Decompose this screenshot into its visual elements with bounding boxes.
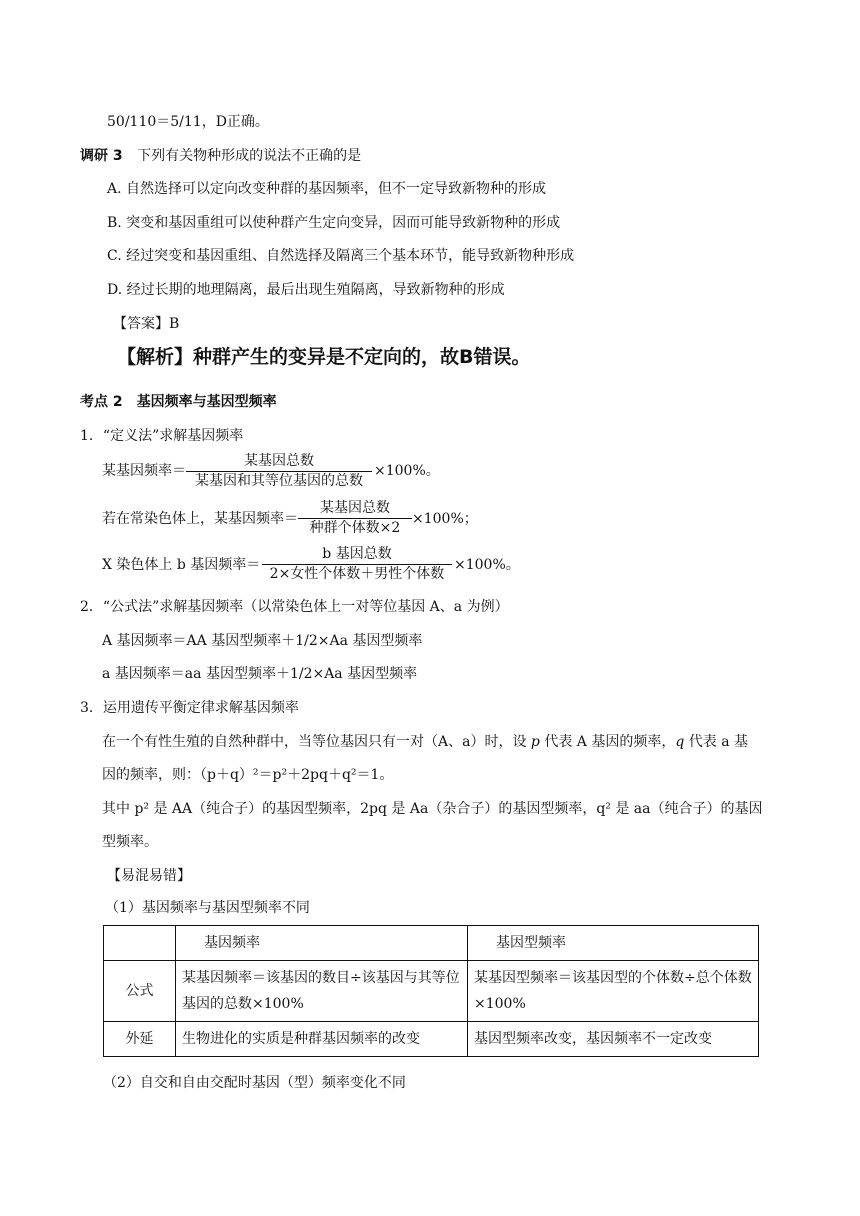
text-line: 50/110＝5/11，D正确。 [107,114,269,130]
formula-2-denominator: 种群个体数×2 [309,520,401,536]
paragraph-line: 型频率。 [102,834,158,850]
subheading-2: （2）自交和自由交配时基因（型）频率变化不同 [103,1075,406,1091]
table-header-row [104,926,759,961]
formula-1-suffix: ×100%。 [374,463,440,479]
formula-3-numerator: b 基因总数 [322,546,392,562]
subheading-1: （1）基因频率与基因型频率不同 [105,900,310,916]
formula-1-numerator: 某基因总数 [244,453,314,469]
formula-3-suffix: ×100%。 [454,557,520,573]
formula-2-suffix: ×100%； [412,511,478,527]
formula-A-frequency: A 基因频率＝AA 基因型频率＋1/2×Aa 基因型频率 [102,633,423,649]
section-title: 考点 2 基因频率与基因型频率 [80,394,277,410]
question-text: 下列有关物种形成的说法不正确的是 [137,148,362,164]
text-span: 代表 A 基因的频率， [539,734,676,750]
confusion-heading: 【易混易错】 [107,868,191,884]
table-row [104,1022,759,1057]
variable-q: q [675,734,685,750]
text-span: 在一个有性生殖的自然种群中，当等位基因只有一对（A、a）时，设 [102,734,531,750]
heading-definition-method: 1．“定义法”求解基因频率 [80,428,244,444]
table-row-label: 公式 [104,961,176,1022]
table-header-cell [104,926,176,961]
formula-2-prefix: 若在常染色体上，某基因频率＝ [102,511,298,527]
heading-formula-method: 2．“公式法”求解基因频率（以常染色体上一对等位基因 A、a 为例） [80,599,509,615]
table-row-label: 外延 [104,1022,176,1057]
paragraph-line: 因的频率，则：（p＋q）²＝p²＋2pq＋q²＝1。 [102,767,394,783]
table-cell: 某基因型频率＝该基因型的个体数÷总个体数×100% [468,961,759,1022]
table-cell: 生物进化的实质是种群基因频率的改变 [176,1022,468,1057]
option-b: B. 突变和基因重组可以使种群产生定向变异，因而可能导致新物种的形成 [107,215,561,231]
formula-1-denominator: 某基因和其等位基因的总数 [195,473,363,489]
text-span: 代表 a 基 [684,734,749,750]
formula-1-prefix: 某基因频率＝ [102,463,186,479]
table-row [104,961,759,1022]
option-d: D. 经过长期的地理隔离，最后出现生殖隔离，导致新物种的形成 [107,282,505,298]
comparison-table [103,925,759,1057]
answer-line: 【答案】B [113,316,180,332]
paragraph-line [102,732,748,752]
question-header [80,146,361,166]
table-cell: 某基因频率＝该基因的数目÷该基因与其等位基因的总数×100% [176,961,468,1022]
analysis-line: 【解析】种群产生的变异是不定向的，故B错误。 [117,346,531,368]
table-header-cell: 基因型频率 [468,926,759,961]
formula-2-numerator: 某基因总数 [320,500,390,516]
table-header-cell: 基因频率 [176,926,468,961]
formula-3-prefix: X 染色体上 b 基因频率＝ [102,557,261,573]
heading-equilibrium-method: 3．运用遗传平衡定律求解基因频率 [80,700,299,716]
formula-a-frequency: a 基因频率＝aa 基因型频率＋1/2×Aa 基因型频率 [102,666,418,682]
paragraph-line: 其中 p² 是 AA（纯合子）的基因型频率，2pq 是 Aa（杂合子）的基因型频率，q² 是 aa（纯合子）的基因 [102,801,763,817]
variable-p: p [530,734,540,750]
option-a: A. 自然选择可以定向改变种群的基因频率，但不一定导致新物种的形成 [107,181,547,197]
formula-3-denominator: 2×女性个体数＋男性个体数 [269,566,445,582]
table-cell: 基因型频率改变，基因频率不一定改变 [468,1022,759,1057]
question-label: 调研 3 [80,148,123,164]
option-c: C. 经过突变和基因重组、自然选择及隔离三个基本环节，能导致新物种形成 [107,248,575,264]
